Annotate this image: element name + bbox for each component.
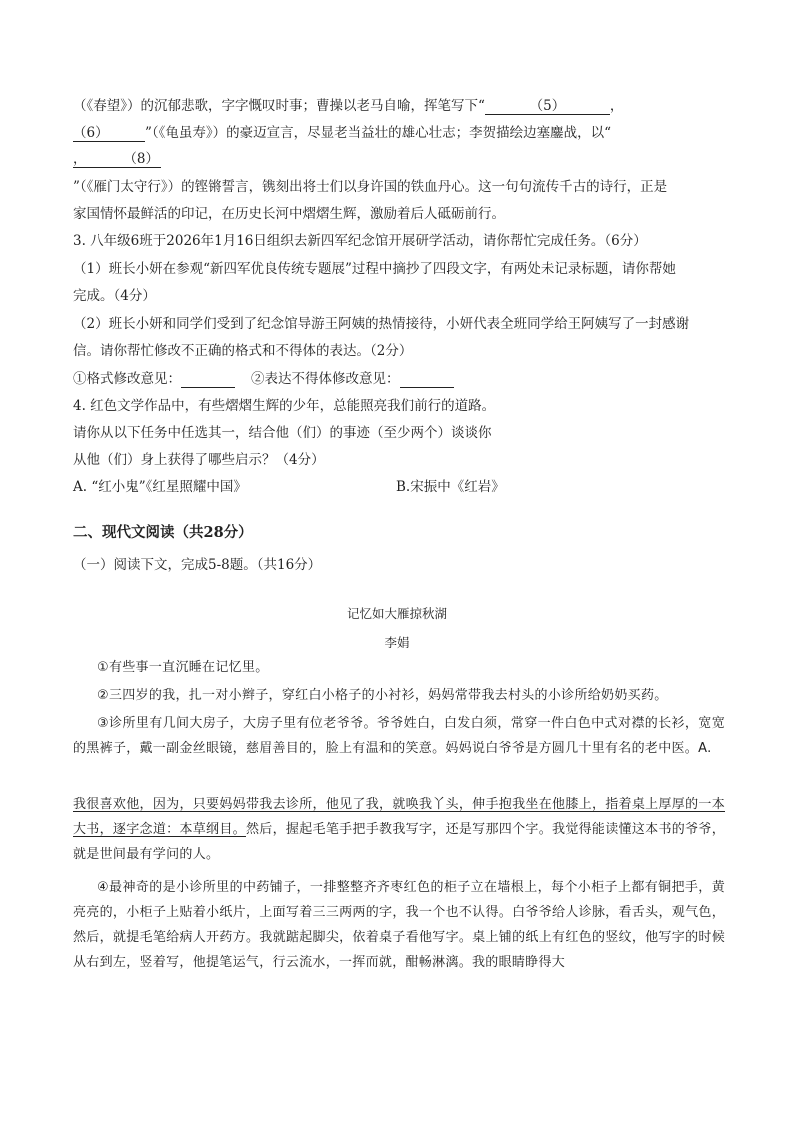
question-4-line-2: 请你从以下任务中任选其一，结合他（们）的事迹（至少两个）谈谈你 [73, 425, 492, 441]
poem-line-1: （《春望》）的沉郁悲歌，字字慨叹时事；曹操以老马自喻，挥笔写下“ （5） ， [73, 98, 624, 114]
poem-line-2 [73, 124, 611, 142]
poem-line-5: 家国情怀最鲜活的印记，在历史长河中熠熠生辉，激励着后人砥砺前行。 [73, 206, 505, 222]
question-3-answer-line [73, 370, 454, 388]
poem-line-4: ”（《雁门太守行》）的铿锵誓言，镌刻出将士们以身许国的铁血丹心。这一句句流传千古的诗行，正是 [73, 179, 668, 195]
question-4-stem: 4. 红色文学作品中，有些熠熠生辉的少年，总能照亮我们前行的道路。 [73, 398, 496, 414]
blank-6[interactable]: （6） [73, 125, 145, 142]
blank-8[interactable]: ， （8） [73, 151, 159, 167]
question-4-option-a: A. “红小鬼”《红星照耀中国》 [73, 479, 247, 495]
article-paragraph-3: ③诊所里有几间大房子，大房子里有位老爷爷。爷爷姓白，白发白须，常穿一件白色中式对襟的长衫，宽宽的黑裤子，戴一副金丝眼镜，慈眉善目的，脸上有温和的笑意。妈妈说白爷爷是方圆几十里有名的老中医。A. [73, 716, 725, 756]
question-4-line-3: 从他（们）身上获得了哪些启示？（4分） [73, 452, 325, 468]
poem-line-3 [73, 151, 161, 173]
poem-text: ”（《龟虽寿》）的豪迈宣言，尽显老当益壮的雄心壮志；李贺描绘边塞鏖战，以“ [145, 125, 612, 141]
poem-text: （《春望》）的沉郁悲歌，字字慨叹时事；曹操以老马自喻，挥笔写下“ [73, 98, 485, 114]
question-3-sub2: （2）班长小妍和同学们受到了纪念馆导游王阿姨的热情接待，小妍代表全班同学给王阿姨写了一封感谢 [73, 316, 690, 332]
question-3-sub1: （1）班长小妍在参观“新四军优良传统专题展”过程中摘抄了四段文字，有两处未记录标题，请你帮她 [73, 261, 676, 277]
expression-fix-blank[interactable] [400, 371, 454, 388]
section-2-subtitle: （一）阅读下文，完成5-8题。（共16分） [73, 557, 322, 573]
article-paragraph-4: ④最神奇的是小诊所里的中药铺子，一排整整齐齐枣红色的柜子立在墙根上，每个小柜子上都有铜把手，黄亮亮的，小柜子上贴着小纸片，上面写着三三两两的字，我一个也不认得。白爷爷给人诊脉，看舌头，观气色，然后，就提毛笔给病人开药方。我就踮起脚尖，依着桌子看他写字。桌上铺的纸上有红色的竖纹，他写字的时候从右到左，竖着写，他提笔运气，行云流水，一挥而就，酣畅淋漓。我的眼睛睁得大 [73, 880, 725, 970]
article-title: 记忆如大雁掠秋湖 [346, 606, 447, 621]
question-3-sub1-cont: 完成。（4分） [73, 288, 156, 304]
blank-5[interactable]: （5） [485, 98, 610, 115]
expression-fix-label: ②表达不得体修改意见： [251, 371, 400, 387]
underlined-sentence-a: 我很喜欢他，因为，只要妈妈带我去诊所，他见了我，就唤我丫头，伸手抱我坐在他膝上，指着桌上厚厚的一本大书，逐字念道：本草纲目。 [73, 797, 725, 837]
format-fix-label: ①格式修改意见： [73, 371, 181, 387]
question-3-stem: 3. 八年级6班于2026年1月16日组织去新四军纪念馆开展研学活动，请你帮忙完成任务。（6分） [73, 233, 647, 249]
article-paragraph-1: ①有些事一直沉睡在记忆里。 [97, 660, 269, 675]
format-fix-blank[interactable] [181, 371, 235, 388]
section-2-title: 二、现代文阅读（共28分） [73, 524, 253, 541]
article-paragraph-3-continued: 我很喜欢他，因为，只要妈妈带我去诊所，他见了我，就唤我丫头，伸手抱我坐在他膝上，指着桌上厚厚的一本大书，逐字念道：本草纲目。然后，握起毛笔手把手教我写字，还是写那四个字。我觉得能读懂这本书的爷爷，就是世间最有学问的人。 [73, 797, 725, 862]
article-author: 李娟 [384, 635, 410, 650]
article-paragraph-2: ②三四岁的我，扎一对小辫子，穿红白小格子的小衬衫，妈妈常带我去村头的小诊所给奶奶买药。 [97, 688, 668, 703]
question-3-sub2-cont: 信。请你帮忙修改不正确的格式和不得体的表达。（2分） [73, 343, 413, 359]
question-4-option-b: B.宋振中《红岩》 [396, 479, 505, 495]
